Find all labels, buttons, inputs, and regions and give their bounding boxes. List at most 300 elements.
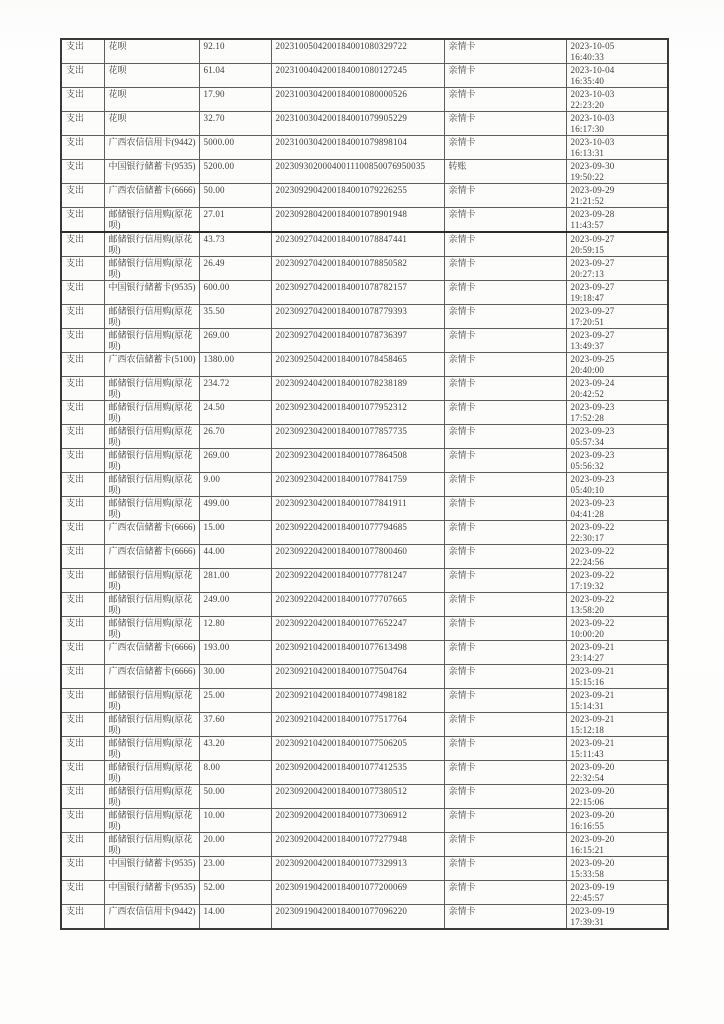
cell-payment-method: 广西农信储蓄卡(6666) <box>104 184 199 208</box>
cell-datetime <box>566 593 668 617</box>
cell-payment-method: 邮储银行信用购(原花呗) <box>104 689 199 713</box>
cell-payment-method: 邮储银行信用购(原花呗) <box>104 449 199 473</box>
table-row <box>61 473 668 497</box>
transaction-time: 17:20:51 <box>570 317 605 327</box>
transaction-date: 2023-09-27 <box>570 306 615 316</box>
transaction-time: 20:40:00 <box>570 365 605 375</box>
transaction-date: 2023-09-22 <box>570 618 615 628</box>
cell-transaction-id: 2023092704200184001078782157 <box>271 281 444 305</box>
cell-transaction-id: 2023092904200184001079226255 <box>271 184 444 208</box>
cell-direction: 支出 <box>61 713 104 737</box>
table-row <box>61 593 668 617</box>
transaction-time: 22:23:20 <box>570 100 605 110</box>
cell-transaction-id: 2023092104200184001077498182 <box>271 689 444 713</box>
cell-category: 亲情卡 <box>444 64 566 88</box>
cell-payment-method: 花呗 <box>104 39 199 64</box>
cell-payment-method: 邮储银行信用购(原花呗) <box>104 785 199 809</box>
cell-datetime <box>566 401 668 425</box>
transaction-date: 2023-09-22 <box>570 594 615 604</box>
cell-transaction-id: 2023100504200184001080329722 <box>271 39 444 64</box>
cell-category: 亲情卡 <box>444 88 566 112</box>
cell-direction: 支出 <box>61 136 104 160</box>
cell-datetime <box>566 617 668 641</box>
table-row <box>61 569 668 593</box>
cell-datetime <box>566 857 668 881</box>
cell-transaction-id: 2023092704200184001078779393 <box>271 305 444 329</box>
cell-amount: 50.00 <box>199 785 271 809</box>
transaction-time: 16:40:33 <box>570 52 605 62</box>
transaction-date: 2023-09-19 <box>570 906 615 916</box>
cell-category: 亲情卡 <box>444 545 566 569</box>
cell-category: 亲情卡 <box>444 329 566 353</box>
transaction-date: 2023-09-27 <box>570 282 615 292</box>
cell-payment-method: 邮储银行信用购(原花呗) <box>104 569 199 593</box>
cell-datetime <box>566 257 668 281</box>
cell-payment-method: 花呗 <box>104 64 199 88</box>
table-row <box>61 377 668 401</box>
cell-amount: 25.00 <box>199 689 271 713</box>
table-row <box>61 136 668 160</box>
cell-amount: 23.00 <box>199 857 271 881</box>
transaction-time: 17:52:28 <box>570 413 605 423</box>
cell-amount: 12.80 <box>199 617 271 641</box>
cell-amount: 30.00 <box>199 665 271 689</box>
table-row <box>61 401 668 425</box>
transaction-time: 22:32:54 <box>570 773 605 783</box>
cell-direction: 支出 <box>61 232 104 257</box>
cell-datetime <box>566 881 668 905</box>
table-row <box>61 785 668 809</box>
cell-transaction-id: 2023092004200184001077412535 <box>271 761 444 785</box>
cell-category: 亲情卡 <box>444 521 566 545</box>
cell-payment-method: 邮储银行信用购(原花呗) <box>104 473 199 497</box>
cell-datetime <box>566 713 668 737</box>
cell-datetime <box>566 88 668 112</box>
cell-datetime <box>566 761 668 785</box>
transaction-date: 2023-09-27 <box>570 330 615 340</box>
cell-transaction-id: 2023100304200184001079905229 <box>271 112 444 136</box>
transaction-date: 2023-10-03 <box>570 89 615 99</box>
cell-category: 亲情卡 <box>444 641 566 665</box>
transaction-time: 15:11:43 <box>570 749 604 759</box>
table-row <box>61 112 668 136</box>
table-row <box>61 809 668 833</box>
cell-category: 亲情卡 <box>444 425 566 449</box>
cell-datetime <box>566 905 668 930</box>
cell-direction: 支出 <box>61 401 104 425</box>
cell-category: 亲情卡 <box>444 39 566 64</box>
cell-transaction-id: 2023092804200184001078901948 <box>271 208 444 233</box>
cell-datetime <box>566 377 668 401</box>
table-row <box>61 833 668 857</box>
cell-payment-method: 邮储银行信用购(原花呗) <box>104 208 199 233</box>
transaction-time: 16:17:30 <box>570 124 605 134</box>
cell-direction: 支出 <box>61 641 104 665</box>
cell-transaction-id: 2023092204200184001077794685 <box>271 521 444 545</box>
transaction-time: 15:15:16 <box>570 677 605 687</box>
cell-direction: 支出 <box>61 569 104 593</box>
cell-category: 亲情卡 <box>444 184 566 208</box>
cell-transaction-id: 2023091904200184001077200069 <box>271 881 444 905</box>
cell-payment-method: 邮储银行信用购(原花呗) <box>104 617 199 641</box>
cell-transaction-id: 2023091904200184001077096220 <box>271 905 444 930</box>
cell-payment-method: 邮储银行信用购(原花呗) <box>104 833 199 857</box>
transaction-time: 10:00:20 <box>570 629 605 639</box>
cell-transaction-id: 2023100304200184001079898104 <box>271 136 444 160</box>
cell-amount: 499.00 <box>199 497 271 521</box>
transaction-time: 22:24:56 <box>570 557 605 567</box>
table-row <box>61 545 668 569</box>
cell-direction: 支出 <box>61 761 104 785</box>
cell-direction: 支出 <box>61 905 104 930</box>
transaction-time: 11:43:57 <box>570 220 604 230</box>
table-row <box>61 39 668 64</box>
transaction-date: 2023-09-30 <box>570 161 615 171</box>
table-row <box>61 353 668 377</box>
cell-payment-method: 邮储银行信用购(原花呗) <box>104 232 199 257</box>
table-row <box>61 232 668 257</box>
transaction-time: 22:30:17 <box>570 533 605 543</box>
transaction-date: 2023-09-22 <box>570 546 615 556</box>
cell-datetime <box>566 160 668 184</box>
table-row <box>61 257 668 281</box>
cell-datetime <box>566 112 668 136</box>
cell-amount: 10.00 <box>199 809 271 833</box>
cell-transaction-id: 2023092204200184001077781247 <box>271 569 444 593</box>
table-row <box>61 665 668 689</box>
table-row <box>61 521 668 545</box>
cell-direction: 支出 <box>61 785 104 809</box>
cell-direction: 支出 <box>61 545 104 569</box>
transaction-time: 16:15:21 <box>570 845 605 855</box>
transaction-time: 23:14:27 <box>570 653 605 663</box>
table-row <box>61 208 668 233</box>
cell-datetime <box>566 809 668 833</box>
cell-category: 亲情卡 <box>444 593 566 617</box>
table-row <box>61 305 668 329</box>
transaction-time: 21:21:52 <box>570 196 605 206</box>
cell-transaction-id: 20230930200040011100850076950035 <box>271 160 444 184</box>
cell-amount: 193.00 <box>199 641 271 665</box>
cell-datetime <box>566 305 668 329</box>
transaction-time: 22:45:57 <box>570 893 605 903</box>
cell-transaction-id: 2023092304200184001077841911 <box>271 497 444 521</box>
cell-amount: 8.00 <box>199 761 271 785</box>
cell-amount: 17.90 <box>199 88 271 112</box>
cell-category: 亲情卡 <box>444 833 566 857</box>
cell-datetime <box>566 136 668 160</box>
transaction-time: 20:27:13 <box>570 269 605 279</box>
cell-transaction-id: 2023092104200184001077517764 <box>271 713 444 737</box>
transaction-time: 16:13:31 <box>570 148 605 158</box>
cell-category: 亲情卡 <box>444 617 566 641</box>
cell-amount: 35.50 <box>199 305 271 329</box>
cell-category: 亲情卡 <box>444 761 566 785</box>
cell-transaction-id: 2023092304200184001077841759 <box>271 473 444 497</box>
cell-transaction-id: 2023092204200184001077652247 <box>271 617 444 641</box>
transaction-date: 2023-10-05 <box>570 41 615 51</box>
transaction-time: 22:15:06 <box>570 797 605 807</box>
cell-datetime <box>566 569 668 593</box>
cell-payment-method: 邮储银行信用购(原花呗) <box>104 761 199 785</box>
transaction-date: 2023-09-21 <box>570 642 615 652</box>
cell-payment-method: 邮储银行信用购(原花呗) <box>104 329 199 353</box>
transaction-date: 2023-09-21 <box>570 690 615 700</box>
cell-transaction-id: 2023100404200184001080127245 <box>271 64 444 88</box>
table-row <box>61 761 668 785</box>
cell-amount: 20.00 <box>199 833 271 857</box>
transaction-date: 2023-09-23 <box>570 474 615 484</box>
transaction-date: 2023-09-20 <box>570 810 615 820</box>
cell-amount: 9.00 <box>199 473 271 497</box>
cell-amount: 26.49 <box>199 257 271 281</box>
cell-payment-method: 广西农信储蓄卡(6666) <box>104 545 199 569</box>
cell-payment-method: 花呗 <box>104 112 199 136</box>
cell-amount: 249.00 <box>199 593 271 617</box>
table-row <box>61 857 668 881</box>
transaction-date: 2023-10-03 <box>570 113 615 123</box>
cell-category: 亲情卡 <box>444 232 566 257</box>
transaction-date: 2023-09-21 <box>570 666 615 676</box>
transaction-time: 15:14:31 <box>570 701 605 711</box>
transaction-date: 2023-09-20 <box>570 786 615 796</box>
transaction-time: 19:18:47 <box>570 293 605 303</box>
cell-amount: 26.70 <box>199 425 271 449</box>
cell-transaction-id: 2023092104200184001077504764 <box>271 665 444 689</box>
cell-amount: 92.10 <box>199 39 271 64</box>
cell-category: 亲情卡 <box>444 881 566 905</box>
cell-transaction-id: 2023092404200184001078238189 <box>271 377 444 401</box>
cell-category: 亲情卡 <box>444 809 566 833</box>
cell-direction: 支出 <box>61 833 104 857</box>
cell-transaction-id: 2023092204200184001077707665 <box>271 593 444 617</box>
cell-amount: 5000.00 <box>199 136 271 160</box>
cell-direction: 支出 <box>61 857 104 881</box>
cell-direction: 支出 <box>61 593 104 617</box>
cell-payment-method: 花呗 <box>104 88 199 112</box>
cell-transaction-id: 2023092504200184001078458465 <box>271 353 444 377</box>
cell-payment-method: 邮储银行信用购(原花呗) <box>104 497 199 521</box>
cell-category: 亲情卡 <box>444 905 566 930</box>
cell-direction: 支出 <box>61 689 104 713</box>
transaction-date: 2023-09-24 <box>570 378 615 388</box>
transaction-time: 16:35:40 <box>570 76 605 86</box>
cell-category: 亲情卡 <box>444 785 566 809</box>
cell-direction: 支出 <box>61 281 104 305</box>
cell-transaction-id: 2023092004200184001077380512 <box>271 785 444 809</box>
cell-amount: 43.20 <box>199 737 271 761</box>
cell-direction: 支出 <box>61 208 104 233</box>
cell-datetime <box>566 545 668 569</box>
cell-amount: 24.50 <box>199 401 271 425</box>
cell-amount: 269.00 <box>199 329 271 353</box>
cell-datetime <box>566 64 668 88</box>
transaction-date: 2023-09-20 <box>570 762 615 772</box>
transaction-time: 19:50:22 <box>570 172 605 182</box>
transaction-date: 2023-09-22 <box>570 522 615 532</box>
cell-category: 亲情卡 <box>444 473 566 497</box>
cell-datetime <box>566 497 668 521</box>
cell-category: 亲情卡 <box>444 401 566 425</box>
cell-datetime <box>566 833 668 857</box>
transaction-time: 15:33:58 <box>570 869 605 879</box>
cell-amount: 234.72 <box>199 377 271 401</box>
cell-payment-method: 邮储银行信用购(原花呗) <box>104 809 199 833</box>
cell-datetime <box>566 281 668 305</box>
cell-direction: 支出 <box>61 257 104 281</box>
cell-payment-method: 邮储银行信用购(原花呗) <box>104 737 199 761</box>
cell-datetime <box>566 208 668 233</box>
cell-payment-method: 邮储银行信用购(原花呗) <box>104 425 199 449</box>
cell-category: 亲情卡 <box>444 857 566 881</box>
cell-direction: 支出 <box>61 473 104 497</box>
transaction-time: 04:41:28 <box>570 509 605 519</box>
cell-amount: 43.73 <box>199 232 271 257</box>
cell-transaction-id: 2023092004200184001077329913 <box>271 857 444 881</box>
transaction-date: 2023-09-20 <box>570 834 615 844</box>
cell-datetime <box>566 737 668 761</box>
cell-amount: 1380.00 <box>199 353 271 377</box>
transaction-time: 05:57:34 <box>570 437 605 447</box>
cell-direction: 支出 <box>61 160 104 184</box>
table-row <box>61 64 668 88</box>
cell-transaction-id: 2023092704200184001078850582 <box>271 257 444 281</box>
cell-datetime <box>566 184 668 208</box>
transaction-date: 2023-09-29 <box>570 185 615 195</box>
cell-payment-method: 广西农信储蓄卡(6666) <box>104 641 199 665</box>
cell-category: 亲情卡 <box>444 737 566 761</box>
table-row <box>61 689 668 713</box>
cell-category: 亲情卡 <box>444 281 566 305</box>
cell-payment-method: 广西农信储蓄卡(6666) <box>104 665 199 689</box>
transaction-date: 2023-10-04 <box>570 65 615 75</box>
cell-category: 亲情卡 <box>444 665 566 689</box>
cell-transaction-id: 2023092004200184001077277948 <box>271 833 444 857</box>
cell-transaction-id: 2023092704200184001078736397 <box>271 329 444 353</box>
cell-category: 亲情卡 <box>444 208 566 233</box>
cell-direction: 支出 <box>61 881 104 905</box>
cell-transaction-id: 2023092104200184001077613498 <box>271 641 444 665</box>
cell-category: 亲情卡 <box>444 497 566 521</box>
cell-transaction-id: 2023092304200184001077864508 <box>271 449 444 473</box>
cell-amount: 14.00 <box>199 905 271 930</box>
cell-payment-method: 中国银行储蓄卡(9535) <box>104 881 199 905</box>
cell-payment-method: 邮储银行信用购(原花呗) <box>104 401 199 425</box>
cell-direction: 支出 <box>61 353 104 377</box>
cell-direction: 支出 <box>61 112 104 136</box>
transaction-date: 2023-09-21 <box>570 714 615 724</box>
cell-payment-method: 广西农信信用卡(9442) <box>104 905 199 930</box>
cell-payment-method: 广西农信储蓄卡(5100) <box>104 353 199 377</box>
cell-transaction-id: 2023092304200184001077857735 <box>271 425 444 449</box>
cell-direction: 支出 <box>61 88 104 112</box>
cell-direction: 支出 <box>61 665 104 689</box>
cell-payment-method: 广西农信储蓄卡(6666) <box>104 521 199 545</box>
cell-datetime <box>566 353 668 377</box>
cell-direction: 支出 <box>61 737 104 761</box>
table-row <box>61 425 668 449</box>
cell-amount: 44.00 <box>199 545 271 569</box>
table-row <box>61 713 668 737</box>
transaction-date: 2023-09-28 <box>570 209 615 219</box>
cell-datetime <box>566 329 668 353</box>
cell-datetime <box>566 425 668 449</box>
cell-payment-method: 邮储银行信用购(原花呗) <box>104 257 199 281</box>
transaction-time: 20:42:52 <box>570 389 605 399</box>
transaction-date: 2023-09-20 <box>570 858 615 868</box>
transaction-time: 17:19:32 <box>570 581 605 591</box>
cell-amount: 50.00 <box>199 184 271 208</box>
transaction-table <box>60 38 669 930</box>
table-row <box>61 905 668 930</box>
cell-amount: 15.00 <box>199 521 271 545</box>
transaction-time: 05:56:32 <box>570 461 605 471</box>
transaction-time: 16:16:55 <box>570 821 605 831</box>
transaction-date: 2023-09-19 <box>570 882 615 892</box>
cell-payment-method: 邮储银行信用购(原花呗) <box>104 305 199 329</box>
cell-direction: 支出 <box>61 39 104 64</box>
cell-transaction-id: 2023092204200184001077800460 <box>271 545 444 569</box>
transaction-time: 13:58:20 <box>570 605 605 615</box>
cell-amount: 5200.00 <box>199 160 271 184</box>
cell-transaction-id: 2023092304200184001077952312 <box>271 401 444 425</box>
transaction-time: 15:12:18 <box>570 725 605 735</box>
transaction-table-body <box>61 39 668 929</box>
cell-amount: 32.70 <box>199 112 271 136</box>
transaction-time: 17:39:31 <box>570 917 605 927</box>
transaction-time: 05:40:10 <box>570 485 605 495</box>
cell-amount: 269.00 <box>199 449 271 473</box>
cell-direction: 支出 <box>61 449 104 473</box>
cell-amount: 37.60 <box>199 713 271 737</box>
cell-datetime <box>566 665 668 689</box>
cell-category: 亲情卡 <box>444 689 566 713</box>
cell-transaction-id: 2023092104200184001077506205 <box>271 737 444 761</box>
table-row <box>61 329 668 353</box>
transaction-date: 2023-09-21 <box>570 738 615 748</box>
cell-payment-method: 邮储银行信用购(原花呗) <box>104 713 199 737</box>
cell-amount: 600.00 <box>199 281 271 305</box>
transaction-date: 2023-10-03 <box>570 137 615 147</box>
cell-datetime <box>566 521 668 545</box>
cell-transaction-id: 2023100304200184001080000526 <box>271 88 444 112</box>
transaction-date: 2023-09-27 <box>570 234 615 244</box>
cell-datetime <box>566 39 668 64</box>
table-row <box>61 160 668 184</box>
cell-direction: 支出 <box>61 497 104 521</box>
cell-datetime <box>566 232 668 257</box>
cell-category: 亲情卡 <box>444 257 566 281</box>
cell-payment-method: 中国银行储蓄卡(9535) <box>104 160 199 184</box>
cell-payment-method: 中国银行储蓄卡(9535) <box>104 857 199 881</box>
cell-direction: 支出 <box>61 617 104 641</box>
cell-category: 亲情卡 <box>444 449 566 473</box>
cell-category: 转账 <box>444 160 566 184</box>
cell-amount: 281.00 <box>199 569 271 593</box>
table-row <box>61 737 668 761</box>
table-row <box>61 88 668 112</box>
transaction-date: 2023-09-23 <box>570 450 615 460</box>
cell-direction: 支出 <box>61 64 104 88</box>
transaction-date: 2023-09-22 <box>570 570 615 580</box>
cell-category: 亲情卡 <box>444 353 566 377</box>
cell-category: 亲情卡 <box>444 713 566 737</box>
table-row <box>61 184 668 208</box>
cell-category: 亲情卡 <box>444 305 566 329</box>
cell-datetime <box>566 641 668 665</box>
table-row <box>61 617 668 641</box>
transaction-date: 2023-09-27 <box>570 258 615 268</box>
